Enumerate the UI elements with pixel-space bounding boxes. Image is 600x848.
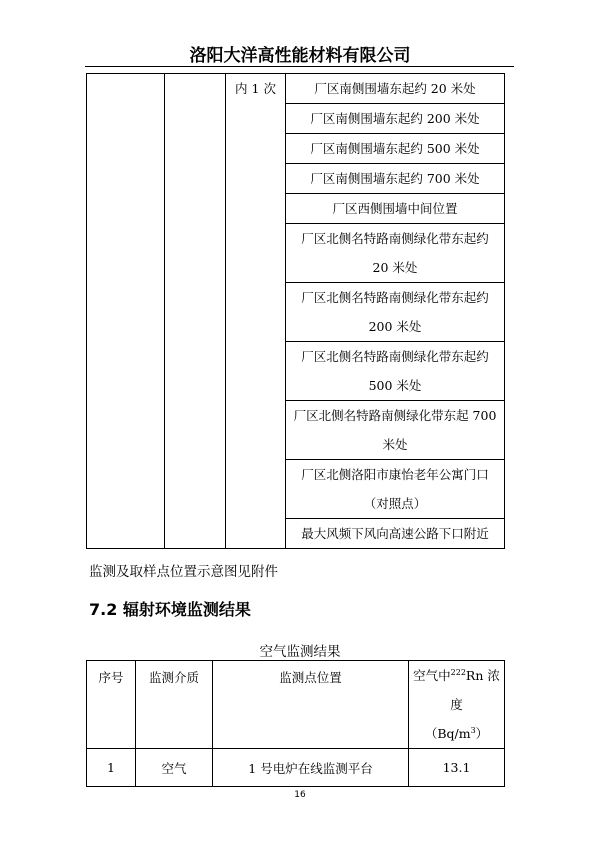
header-index: 序号	[87, 661, 136, 749]
air-monitoring-results-table	[86, 660, 505, 787]
empty-merged-cell-col-b	[165, 74, 226, 549]
location-cell: 厂区南侧围墙东起约 500 米处	[286, 134, 505, 164]
table-row	[87, 74, 505, 104]
header-medium: 监测介质	[136, 661, 213, 749]
monitoring-points-table	[86, 73, 505, 549]
location-cell: 厂区南侧围墙东起约 700 米处	[286, 164, 505, 194]
header-concentration: 空气中$^{222}$Rn 浓度 $(Bq/m^3)$	[409, 661, 505, 749]
location-cell: 厂区北侧名特路南侧绿化带东起约 200 米处	[286, 283, 505, 342]
location-cell: 厂区北侧名特路南侧绿化带东起 700 米处	[286, 401, 505, 460]
location-cell: 厂区南侧围墙东起约 200 米处	[286, 104, 505, 134]
section-title: 7.2 辐射环境监测结果	[89, 600, 251, 619]
page-number: 16	[294, 790, 306, 800]
row-location: 1 号电炉在线监测平台	[213, 749, 409, 787]
empty-merged-cell-col-a	[87, 74, 165, 549]
table-caption: 空气监测结果	[259, 644, 341, 660]
row-medium: 空气	[136, 749, 213, 787]
row-value: 13.1	[409, 749, 505, 787]
row-index: 1	[87, 749, 136, 787]
frequency-cell: 内 1 次	[226, 74, 286, 549]
location-cell: 厂区北侧洛阳市康怡老年公寓门口（对照点）	[286, 460, 505, 519]
location-cell: 厂区西侧围墙中间位置	[286, 194, 505, 224]
header-rule	[85, 66, 514, 67]
header-location: 监测点位置	[213, 661, 409, 749]
location-cell: 厂区北侧名特路南侧绿化带东起约 20 米处	[286, 224, 505, 283]
location-cell: 最大风频下风向高速公路下口附近	[286, 519, 505, 549]
attachment-note: 监测及取样点位置示意图见附件	[89, 564, 278, 580]
table-header-row	[87, 661, 505, 749]
location-cell: 厂区北侧名特路南侧绿化带东起约 500 米处	[286, 342, 505, 401]
table-row	[87, 749, 505, 787]
header-title: 洛阳大洋高性能材料有限公司	[189, 46, 411, 66]
location-cell: 厂区南侧围墙东起约 20 米处	[286, 74, 505, 104]
